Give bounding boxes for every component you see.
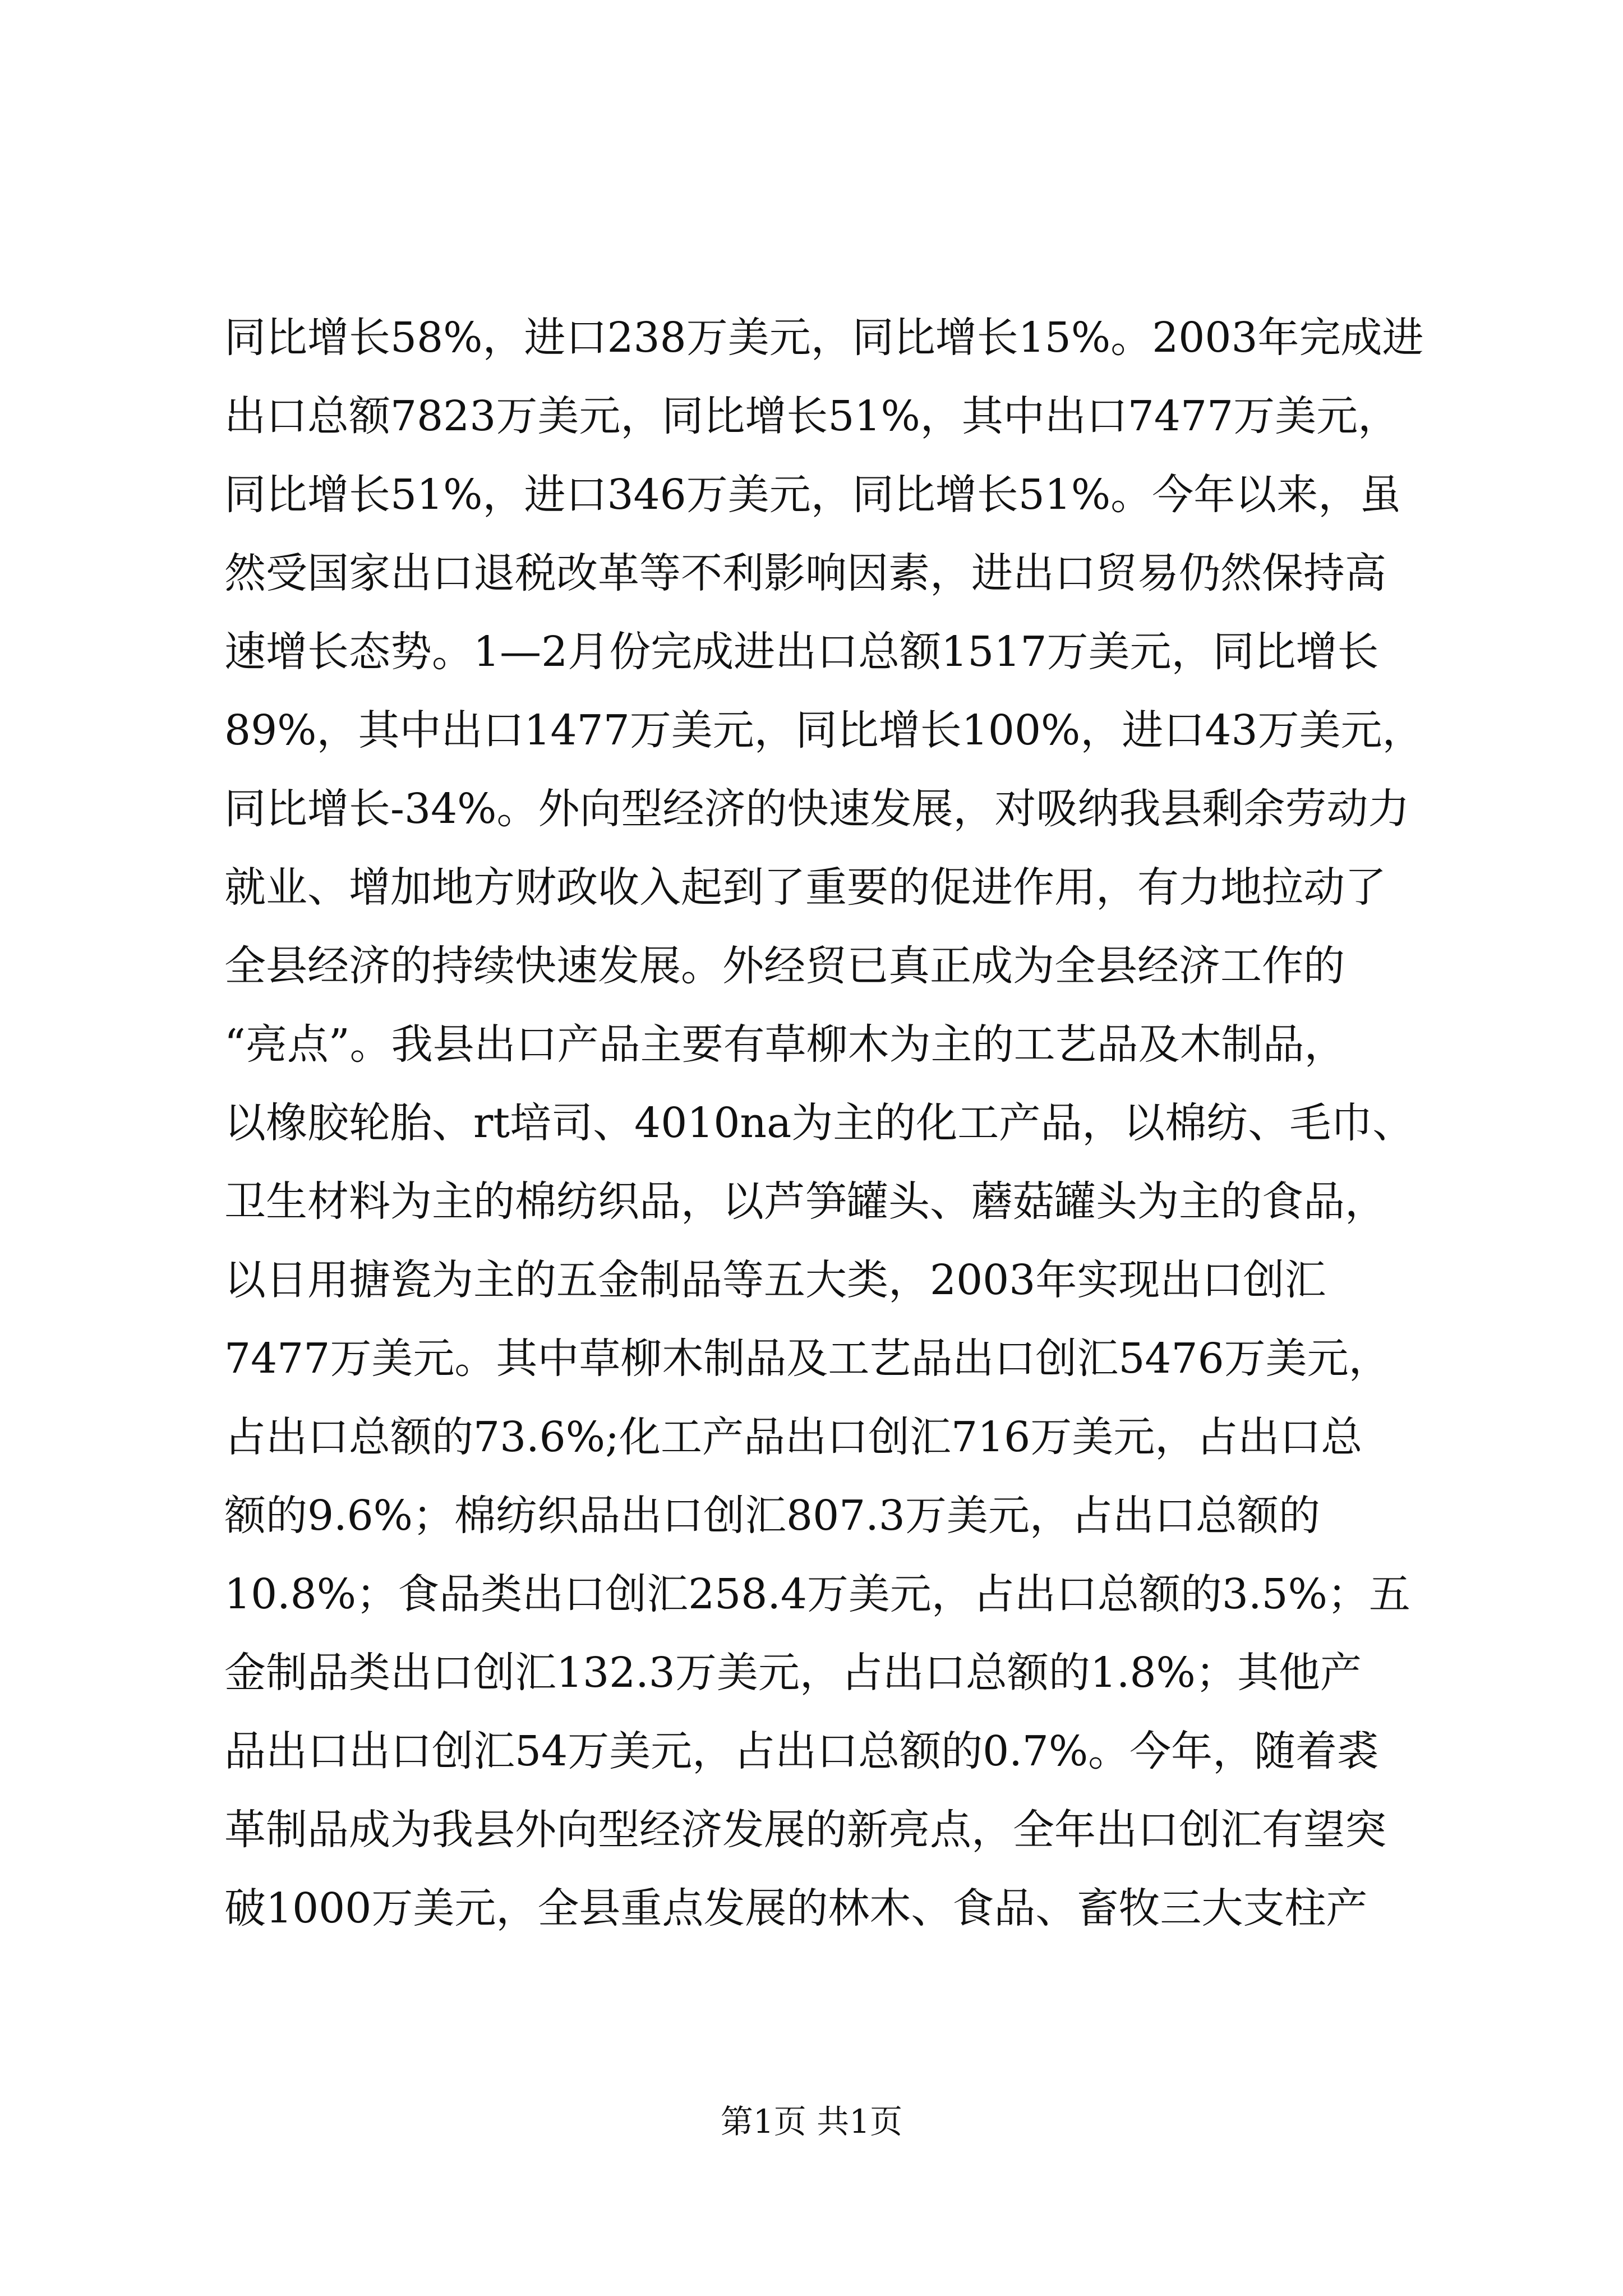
body-text-line: 卫生材料为主的棉纺织品，以芦笋罐头、蘑菇罐头为主的食品， <box>224 1177 1386 1226</box>
body-text-line: 全县经济的持续快速发展。外经贸已真正成为全县经济工作的 <box>224 942 1345 990</box>
body-text-line: 占出口总额的73.6%;化工产品出口创汇716万美元，占出口总 <box>224 1413 1363 1461</box>
body-text-line: 就业、增加地方财政收入起到了重要的促进作用，有力地拉动了 <box>224 863 1386 912</box>
body-text-line: 同比增长-34%。外向型经济的快速发展，对吸纳我县剩余劳动力 <box>224 785 1410 833</box>
body-text-line: 速增长态势。1—2月份完成进出口总额1517万美元，同比增长 <box>224 628 1379 676</box>
body-text-line: 然受国家出口退税改革等不利影响因素，进出口贸易仍然保持高 <box>224 549 1386 597</box>
body-text-line: 破1000万美元，全县重点发展的林木、食品、畜牧三大支柱产 <box>224 1884 1368 1932</box>
body-text-line: 出口总额7823万美元，同比增长51%，其中出口7477万美元， <box>224 392 1400 440</box>
body-text-line: 革制品成为我县外向型经济发展的新亮点，全年出口创汇有望突 <box>224 1806 1386 1854</box>
body-text-line: 以橡胶轮胎、rt培司、4010na为主的化工产品，以棉纺、毛巾、 <box>224 1099 1414 1147</box>
body-text-line: 同比增长51%，进口346万美元，同比增长51%。今年以来，虽 <box>224 471 1401 519</box>
body-text-line: 品出口出口创汇54万美元，占出口总额的0.7%。今年，随着裘 <box>224 1727 1379 1775</box>
body-text-line: 以日用搪瓷为主的五金制品等五大类，2003年实现出口创汇 <box>224 1256 1326 1304</box>
body-text-line: 10.8%；食品类出口创汇258.4万美元，占出口总额的3.5%；五 <box>224 1570 1410 1618</box>
body-text-line: “亮点”。我县出口产品主要有草柳木为主的工艺品及木制品， <box>224 1020 1346 1069</box>
body-text-line: 金制品类出口创汇132.3万美元，占出口总额的1.8%；其他产 <box>224 1649 1362 1697</box>
page-footer: 第1页 共1页 <box>720 2102 903 2141</box>
body-text-line: 89%，其中出口1477万美元，同比增长100%，进口43万美元， <box>224 706 1424 754</box>
body-text-line: 7477万美元。其中草柳木制品及工艺品出口创汇5476万美元， <box>224 1335 1390 1383</box>
body-text-line: 额的9.6%；棉纺织品出口创汇807.3万美元，占出口总额的 <box>224 1492 1320 1540</box>
body-text-line: 同比增长58%，进口238万美元，同比增长15%。2003年完成进 <box>224 314 1424 362</box>
